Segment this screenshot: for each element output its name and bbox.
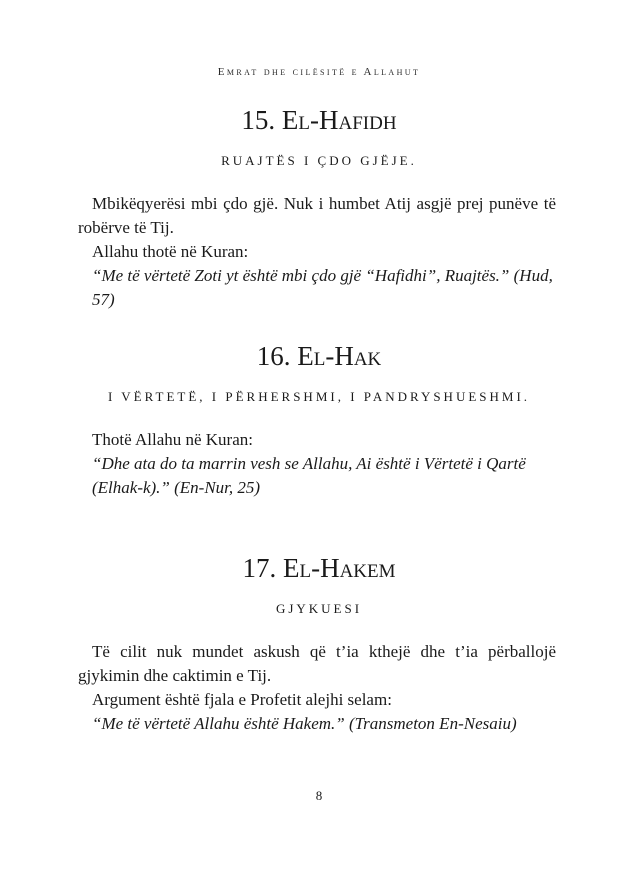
section-title	[0, 552, 638, 584]
page-number: 8	[315, 788, 323, 803]
section-subtitle: I VËRTETË, I PËRHERSHMI, I PANDRYSHUESHMI.	[107, 389, 531, 404]
quote: “Me të vërtetë Zoti yt është mbi çdo gjë “Hafidhi”, Ruajtës.” (Hud, 57)	[92, 266, 553, 309]
section-name: El-Hakem	[282, 553, 396, 583]
section-subtitle: RUAJTËS I ÇDO GJËJE.	[221, 153, 417, 168]
running-header: Emrat dhe cilësitë e Allahut	[217, 66, 421, 78]
quote: “Me të vërtetë Allahu është Hakem.” (Transmeton En-Nesaiu)	[92, 714, 517, 733]
paragraph: Thotë Allahu në Kuran:	[92, 430, 253, 449]
quote: “Dhe ata do ta marrin vesh se Allahu, Ai është i Vërtetë i Qartë (Elhak-k).” (En-Nur, 25)	[92, 454, 526, 497]
section-name: El-Hafidh	[281, 105, 397, 135]
section-number: 16.	[256, 341, 291, 371]
section-el-hakem	[0, 552, 638, 736]
paragraph: Argument është fjala e Profetit alejhi selam:	[92, 690, 392, 709]
section-name: El-Hak	[297, 341, 382, 371]
section-el-hafidh	[0, 104, 638, 312]
paragraph: Mbikëqyerësi mbi çdo gjë. Nuk i humbet Atij asgjë prej punëve të robërve të Tij.	[78, 194, 556, 237]
section-el-hak	[0, 340, 638, 500]
section-title	[0, 340, 638, 372]
paragraph: Allahu thotë në Kuran:	[92, 242, 249, 261]
paragraph: Të cilit nuk mundet askush që t’ia kthejë dhe t’ia përballojë gjykimin dhe caktimin e Tij.	[78, 642, 556, 685]
section-number: 15.	[241, 105, 276, 135]
section-subtitle: GJYKUESI	[275, 601, 363, 616]
section-number: 17.	[242, 553, 277, 583]
section-title	[0, 104, 638, 136]
